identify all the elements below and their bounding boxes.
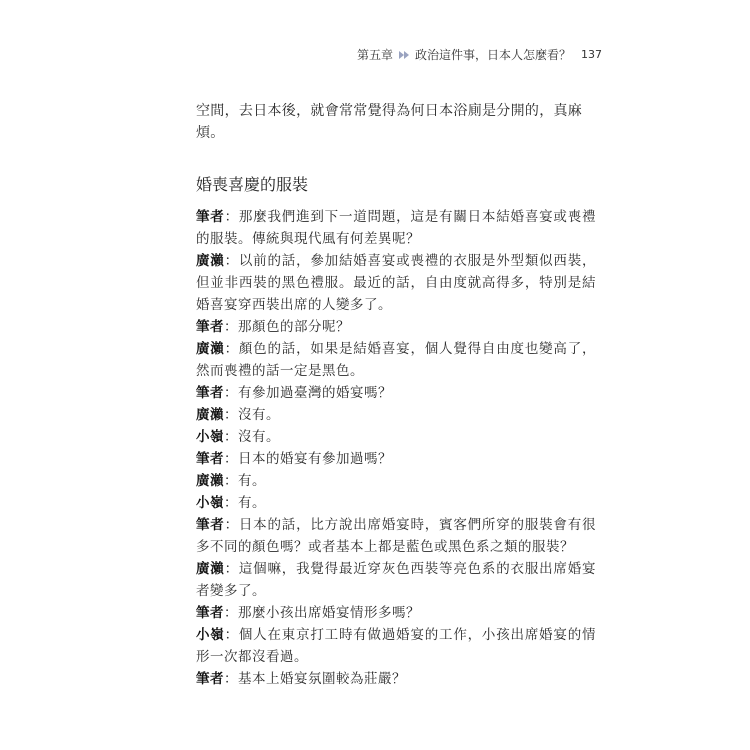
speaker-name: 筆者 [196, 451, 224, 467]
speaker-name: 廣瀨 [196, 253, 225, 269]
dialog-text: ：日本的話，比方說出席婚宴時，賓客們所穿的服裝會有很多不同的顏色嗎？或者基本上都是藍色或黑色系之類的服裝？ [196, 517, 597, 555]
dialog-line [196, 316, 596, 338]
speaker-name: 廣瀨 [196, 407, 224, 423]
speaker-name: 小嶺 [196, 627, 225, 643]
dialog-text: ：日本的婚宴有參加過嗎？ [224, 451, 392, 467]
dialog-list [196, 206, 596, 690]
dialog-line [196, 206, 596, 250]
dialog-line [196, 558, 596, 602]
dialog-text: ：個人在東京打工時有做過婚宴的工作，小孩出席婚宴的情形一次都沒看過。 [196, 627, 597, 665]
dialog-line [196, 514, 596, 558]
dialog-line [196, 668, 596, 690]
page-number: 137 [581, 48, 602, 61]
speaker-name: 筆者 [196, 605, 224, 621]
speaker-name: 筆者 [196, 319, 224, 335]
dialog-text: ：這個嘛，我覺得最近穿灰色西裝等亮色系的衣服出席婚宴者變多了。 [196, 561, 597, 599]
dialog-text: ：基本上婚宴氛圍較為莊嚴？ [224, 671, 406, 687]
section-heading: 婚喪喜慶的服裝 [196, 175, 309, 194]
speaker-name: 廣瀨 [196, 561, 225, 577]
dialog-text: ：有參加過臺灣的婚宴嗎？ [224, 385, 392, 401]
speaker-name: 筆者 [196, 517, 225, 533]
dialog-line [196, 470, 596, 492]
dialog-line [196, 492, 596, 514]
dialog-line [196, 602, 596, 624]
dialog-line [196, 250, 596, 316]
speaker-name: 筆者 [196, 671, 224, 687]
dialog-text: ：那麼我們進到下一道問題，這是有關日本結婚喜宴或喪禮的服裝。傳統與現代風有何差異呢？ [196, 209, 597, 247]
speaker-name: 筆者 [196, 209, 225, 225]
dialog-text: ：沒有。 [224, 407, 280, 423]
speaker-name: 廣瀨 [196, 473, 224, 489]
dialog-line [196, 404, 596, 426]
running-header [357, 46, 602, 63]
speaker-name: 廣瀨 [196, 341, 225, 357]
double-arrow-icon [399, 51, 409, 59]
speaker-name: 小嶺 [196, 429, 224, 445]
dialog-text: ：以前的話，參加結婚喜宴或喪禮的衣服是外型類似西裝，但並非西裝的黑色禮服。最近的話，自由度就高得多，特別是結婚喜宴穿西裝出席的人變多了。 [196, 253, 597, 313]
dialog-text: ：顏色的話，如果是結婚喜宴，個人覺得自由度也變高了，然而喪禮的話一定是黑色。 [196, 341, 597, 379]
dialog-text: ：那顏色的部分呢？ [224, 319, 350, 335]
dialog-text: ：有。 [224, 473, 266, 489]
dialog-line [196, 382, 596, 404]
speaker-name: 筆者 [196, 385, 224, 401]
dialog-line [196, 338, 596, 382]
dialog-text: ：有。 [224, 495, 266, 511]
dialog-text: ：那麼小孩出席婚宴情形多嗎？ [224, 605, 420, 621]
chapter-title: 政治這件事，日本人怎麼看？ [414, 48, 571, 62]
dialog-line [196, 426, 596, 448]
chapter-label: 第五章 [356, 48, 393, 62]
dialog-text: ：沒有。 [224, 429, 280, 445]
speaker-name: 小嶺 [196, 495, 224, 511]
dialog-line [196, 624, 596, 668]
dialog-line [196, 448, 596, 470]
page-body [196, 100, 596, 690]
lead-paragraph: 空間，去日本後，就會常常覺得為何日本浴廁是分開的，真麻煩。 [196, 103, 583, 141]
